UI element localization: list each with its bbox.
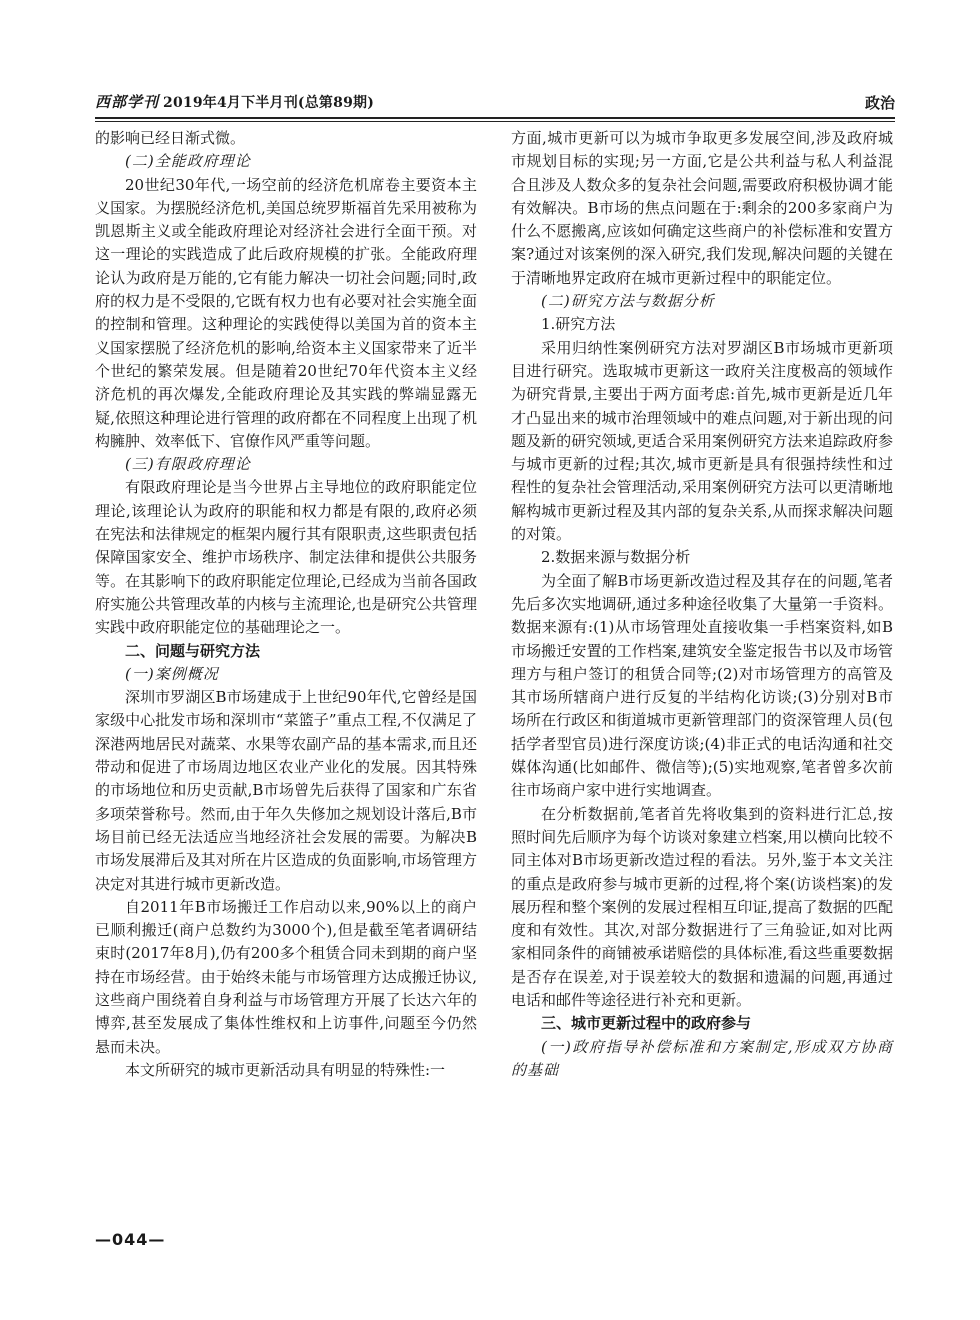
subsection-heading: (一)政府指导补偿标准和方案制定,形成双方协商的基础: [511, 1037, 893, 1079]
right-column: [511, 127, 893, 1082]
paragraph: 采用归纳性案例研究方法对罗湖区B市场城市更新项目进行研究。选取城市更新这一政府关注度极高的领域作为研究背景,主要出于两方面考虑:首先,城市更新是近几年才凸显出来的城市治理领域中的难点问题,对于新出现的问题及新的研究领域,更适合采用案例研究方法来追踪政府参与城市更新的过程;其次,城市更新是具有很强持续性和过程性的复杂社会管理活动,采用案例研究方法可以更清晰地解构城市更新过程及其内部的复杂关系,从而探求解决问题的对策。: [511, 338, 893, 544]
paragraph: 为全面了解B市场更新改造过程及其存在的问题,笔者先后多次实地调研,通过多种途径收集了大量第一手资料。数据来源有:(1)从市场管理处直接收集一手档案资料,如B市场搬迁安置的工作档案,建筑安全鉴定报告书以及市场管理方与租户签订的租赁合同等;(2)对市场管理方的高管及其市场所辖商户进行反复的半结构化访谈;(3)分别对B市场所在行政区和街道城市更新管理部门的资深管理人员(包括学者型官员)进行深度访谈;(4)非正式的电话沟通和社交媒体沟通(比如邮件、微信等);(5)实地观察,笔者曾多次前往市场商户家中进行实地调查。: [511, 571, 893, 800]
page-number: —044—: [95, 1230, 166, 1249]
subsubsection-heading: 1.研究方法: [541, 315, 616, 334]
subsubsection-heading: 2.数据来源与数据分析: [541, 548, 691, 567]
left-column: [95, 127, 477, 1082]
section-heading: 二、问题与研究方法: [125, 641, 261, 660]
header-rule-thick: [95, 117, 895, 119]
header-rule-thin: [95, 121, 895, 122]
paragraph-continued: 方面,城市更新可以为城市争取更多发展空间,涉及政府城市规划目标的实现;另一方面,它是公共利益与私人利益混合且涉及人数众多的复杂社会问题,需要政府积极协调才能有效解决。B市场的焦点问题在于:剩余的200多家商户为什么不愿搬离,应该如何确定这些商户的补偿标准和安置方案?通过对该案例的深入研究,我们发现,解决问题的关键在于清晰地界定政府在城市更新过程中的职能定位。: [511, 129, 893, 287]
paragraph-continued: 的影响已经日渐式微。: [95, 129, 246, 147]
section-label: 政治: [864, 94, 895, 112]
issue-info: 2019年4月下半月刊(总第89期): [163, 95, 375, 111]
subsection-heading: (二)全能政府理论: [125, 152, 251, 171]
subsection-heading: (二)研究方法与数据分析: [541, 292, 715, 311]
running-header: [95, 91, 895, 113]
paragraph: 深圳市罗湖区B市场建成于上世纪90年代,它曾经是国家级中心批发市场和深圳市“菜篮子”重点工程,不仅满足了深港两地居民对蔬菜、水果等农副产品的基本需求,而且还带动和促进了市场周边地区农业产业化的发展。因其特殊的市场地位和历史贡献,B市场曾先后获得了国家和广东省多项荣誉称号。然而,由于年久失修加之规划设计落后,B市场目前已经无法适应当地经济社会发展的需要。为解决B市场发展滞后及其对所在片区造成的负面影响,市场管理方决定对其进行城市更新改造。: [95, 688, 477, 893]
paragraph: 本文所研究的城市更新活动具有明显的特殊性:一: [125, 1060, 446, 1079]
paragraph: 有限政府理论是当今世界占主导地位的政府职能定位理论,该理论认为政府的职能和权力都是有限的,政府必须在宪法和法律规定的框架内履行其有限职责,这些职责包括保障国家安全、维护市场秩序、制定法律和提供公共服务等。在其影响下的政府职能定位理论,已经成为当前各国政府实施公共管理改革的内核与主流理论,也是研究公共管理实践中政府职能定位的基础理论之一。: [95, 478, 477, 637]
section-heading: 三、城市更新过程中的政府参与: [541, 1014, 752, 1033]
paragraph: 20世纪30年代,一场空前的经济危机席卷主要资本主义国家。为摆脱经济危机,美国总统罗斯福首先采用被称为凯恩斯主义或全能政府理论对经济社会进行全面干预。对这一理论的实践造成了此后政府规模的扩张。全能政府理论认为政府是万能的,它有能力解决一切社会问题;同时,政府的权力是不受限的,它既有权力也有必要对社会实施全面的控制和管理。这种理论的实践使得以美国为首的资本主义国家摆脱了经济危机的影响,给资本主义国家带来了近半个世纪的繁荣发展。但是随着20世纪70年代资本主义经济危机的再次爆发,全能政府理论及其实践的弊端显露无疑,依照这种理论进行管理的政府都在不同程度上出现了机构臃肿、效率低下、官僚作风严重等问题。: [95, 175, 477, 450]
paragraph: 在分析数据前,笔者首先将收集到的资料进行汇总,按照时间先后顺序为每个访谈对象建立档案,用以横向比较不同主体对B市场更新改造过程的看法。另外,鉴于本文关注的重点是政府参与城市更新的过程,将个案(访谈档案)的发展历程和整个案例的发展过程相互印证,提高了数据的匹配度和有效性。其次,对部分数据进行了三角验证,如对比两家相同条件的商铺被承诺赔偿的具体标准,看这些重要数据是否存在误差,对于误差较大的数据和遗漏的问题,再通过电话和邮件等途径进行补充和更新。: [511, 804, 893, 1009]
journal-title: 西部学刊: [95, 93, 160, 111]
paragraph: 自2011年B市场搬迁工作启动以来,90%以上的商户已顺利搬迁(商户总数约为3000个),但是截至笔者调研结束时(2017年8月),仍有200多个租赁合同未到期的商户坚持在市场经营。由于始终未能与市场管理方达成搬迁协议,这些商户围绕着自身利益与市场管理方开展了长达六年的博弈,甚至发展成了集体性维权和上访事件,问题至今仍然悬而未决。: [95, 897, 477, 1056]
subsection-heading: (一)案例概况: [125, 664, 219, 683]
subsection-heading: (三)有限政府理论: [125, 455, 251, 474]
